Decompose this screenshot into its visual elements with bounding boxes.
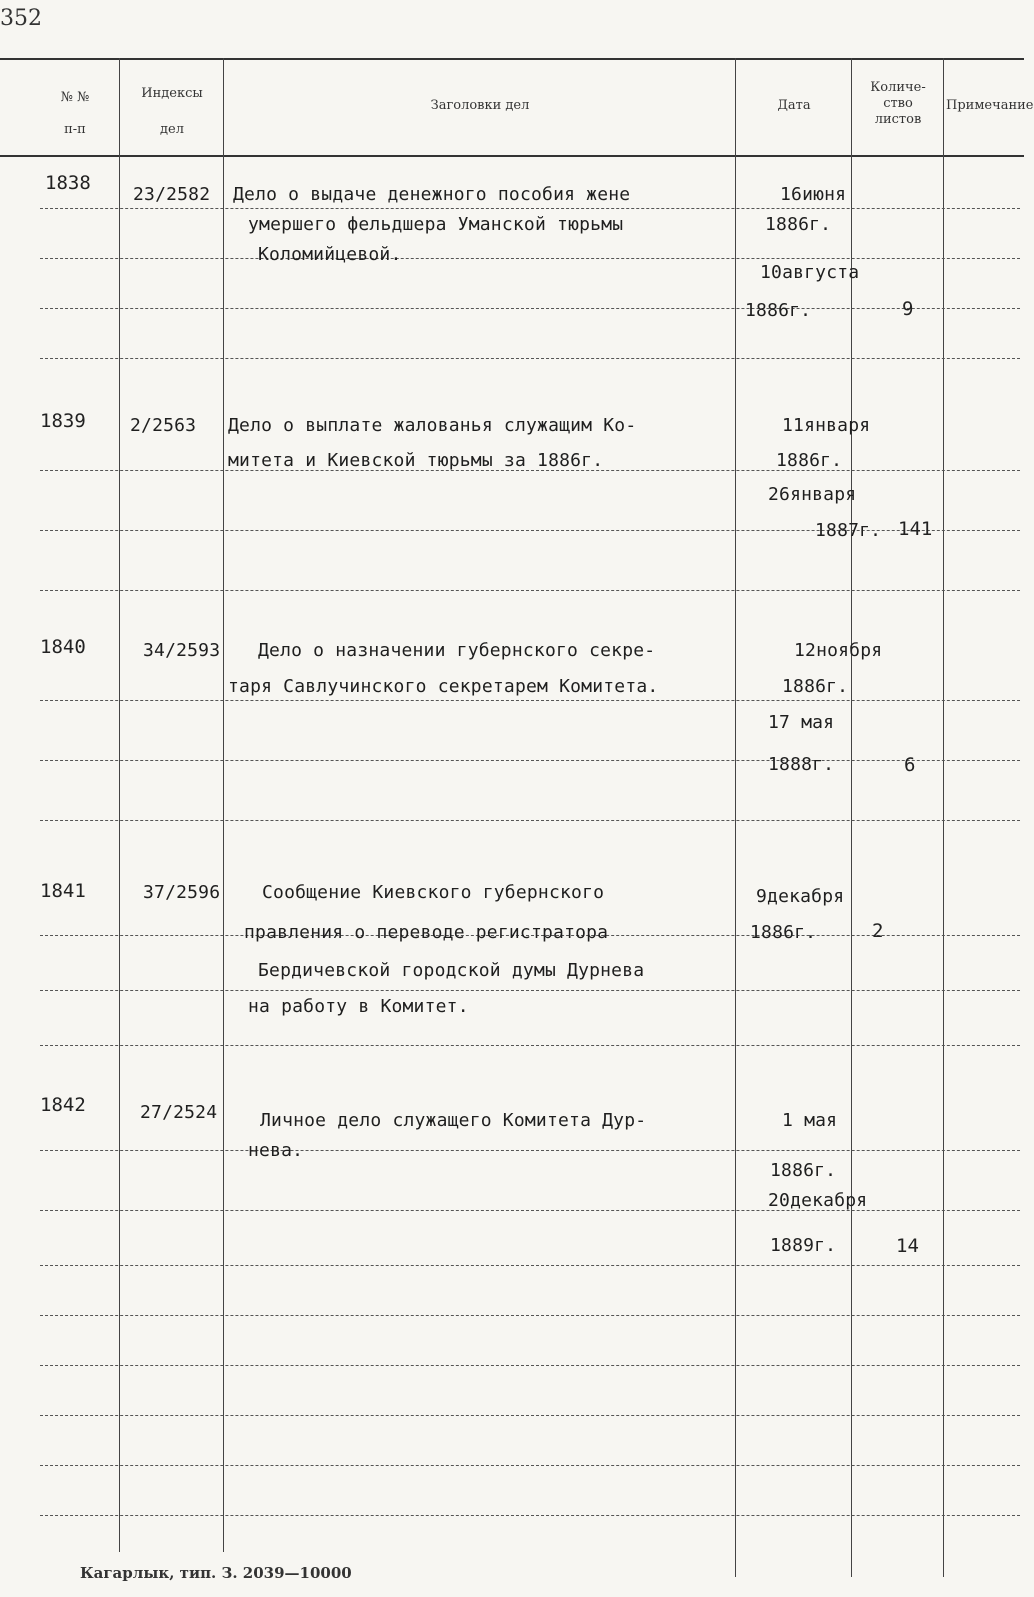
row-rule [40,990,1020,991]
row-rule [40,208,1020,209]
header-count-3: листов [874,112,922,127]
row-rule [40,1465,1020,1466]
row-rule [40,1045,1020,1046]
record-title-line: Дело о выплате жалованья служащим Ко- [228,415,637,436]
record-number: 1842 [40,1094,86,1116]
row-rule [40,1515,1020,1516]
record-sheet-count: 141 [898,518,933,540]
record-title-line: на работу в Комитет. [248,996,469,1017]
record-title-line: Сообщение Киевского губернского [262,882,605,903]
record-title-line: нева. [248,1140,304,1161]
header-num-sub: п-п [64,122,86,137]
record-sheet-count: 6 [904,754,916,776]
record-title-line: Дело о выдаче денежного пособия жене [233,184,631,205]
record-sheet-count: 9 [902,298,914,320]
column-divider [735,58,736,1577]
column-divider [119,58,120,1552]
row-rule [40,358,1020,359]
record-date-line: 1886г. [776,450,843,471]
record-title-line: Бердичевской городской думы Дурнева [258,960,645,981]
column-divider [851,58,852,1577]
printer-imprint: Кагарлык, тип. З. 2039—10000 [80,1564,352,1582]
record-date-line: 1886г. [782,676,849,697]
header-notes: Примечание [946,98,1034,113]
row-rule [40,1415,1020,1416]
row-rule [40,258,1020,259]
record-date-line: 1886г. [745,300,812,321]
record-date-line: 20декабря [768,1190,868,1211]
record-title-line: умершего фельдшера Уманской тюрьмы [248,214,624,235]
record-date-line: 1886г. [765,214,832,235]
column-divider [223,58,224,1552]
header-date: Дата [777,98,811,113]
record-date-line: 1888г. [768,754,835,775]
record-title-line: Дело о назначении губернского секре- [258,640,656,661]
record-date-line: 16июня [780,184,847,205]
record-index: 23/2582 [133,184,211,205]
header-num: № № [60,90,90,105]
record-date-line: 1 мая [782,1110,838,1131]
record-title-line: таря Савлучинского секретарем Комитета. [228,676,659,697]
page-number: 352 [0,6,42,31]
record-title-line: правления о переводе регистратора [244,922,609,943]
record-number: 1840 [40,636,86,658]
row-rule [40,1265,1020,1266]
record-date-line: 26января [768,484,857,505]
record-number: 1839 [40,410,86,432]
record-index: 34/2593 [143,640,221,661]
row-rule [40,308,1020,309]
record-sheet-count: 14 [896,1235,919,1257]
record-date-line: 1886г. [770,1160,837,1181]
row-rule [40,1315,1020,1316]
row-rule [40,1365,1020,1366]
record-title-line: Коломийцевой. [258,244,402,265]
record-date-line: 9декабря [756,886,845,907]
row-rule [40,1150,1020,1151]
column-divider [943,58,944,1577]
row-rule [40,700,1020,701]
record-index: 2/2563 [130,415,197,436]
record-date-line: 1887г. [815,520,882,541]
row-rule [40,1210,1020,1211]
header-titles: Заголовки дел [430,98,530,113]
row-rule [40,820,1020,821]
header-index: Индексы [141,86,203,101]
record-title-line: митета и Киевской тюрьмы за 1886г. [228,450,604,471]
record-index: 37/2596 [143,882,221,903]
row-rule [40,760,1020,761]
header-count-1: Количе- [870,80,926,95]
record-date-line: 17 мая [768,712,835,733]
record-date-line: 10августа [760,262,860,283]
record-title-line: Личное дело служащего Комитета Дур- [260,1110,647,1131]
record-number: 1838 [45,172,91,194]
record-number: 1841 [40,880,86,902]
header-count-2: ство [883,96,913,111]
row-rule [40,590,1020,591]
record-date-line: 1886г. [750,922,817,943]
record-sheet-count: 2 [872,920,884,942]
record-date-line: 1889г. [770,1235,837,1256]
record-date-line: 12ноября [794,640,883,661]
header-bottom-border [0,155,1024,157]
table-top-border [0,58,1024,60]
record-date-line: 11января [782,415,871,436]
header-index-sub: дел [160,122,184,137]
record-index: 27/2524 [140,1102,218,1123]
